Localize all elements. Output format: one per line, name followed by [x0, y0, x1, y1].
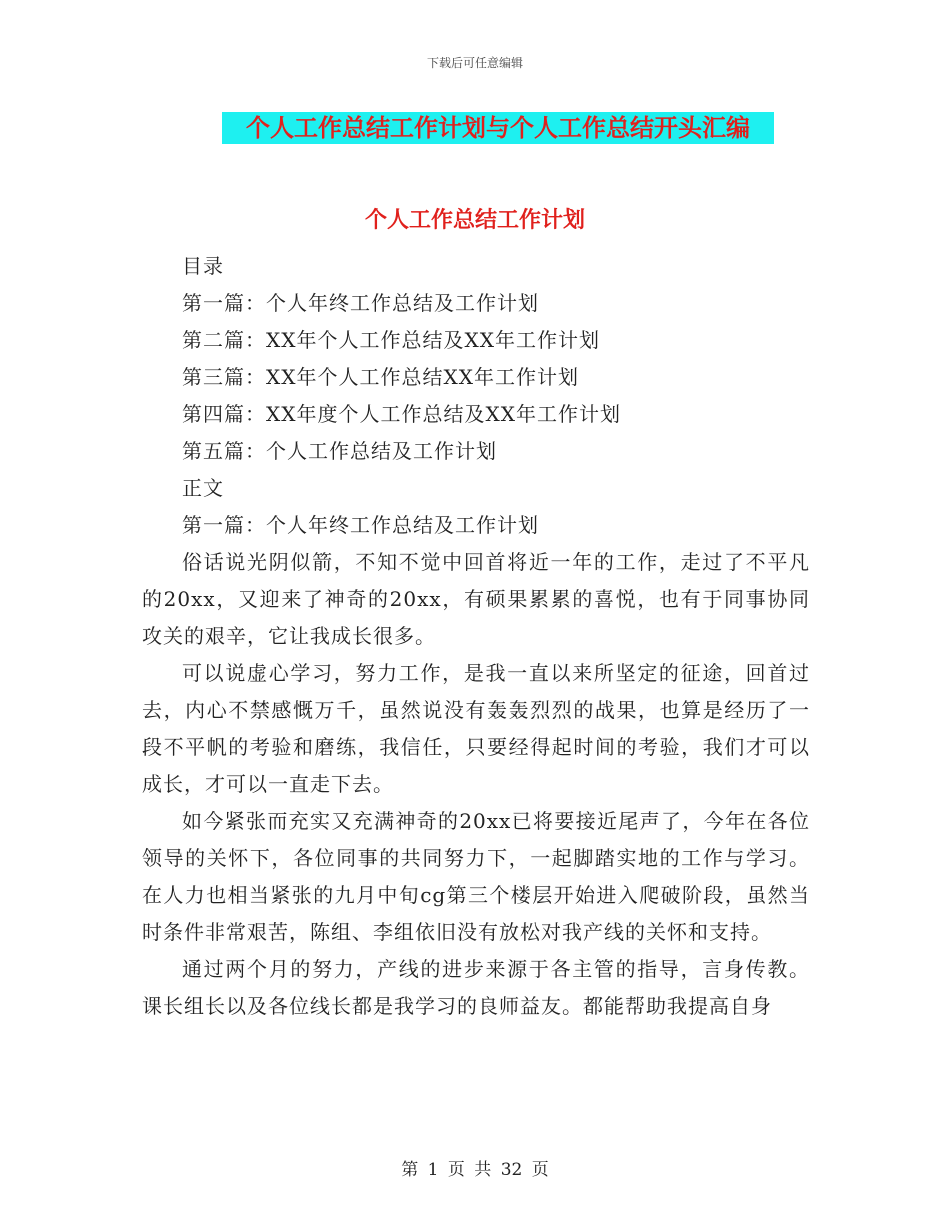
- body-paragraph: 如今紧张而充实又充满神奇的20xx已将要接近尾声了，今年在各位领导的关怀下，各位同事的共同努力下，一起脚踏实地的工作与学习。在人力也相当紧张的九月中旬cg第三个楼层开始进入爬破阶段，虽然当时条件非常艰苦，陈组、李组依旧没有放松对我产线的关怀和支持。: [142, 809, 810, 944]
- chapter-heading: 第一篇：个人年终工作总结及工作计划: [182, 513, 539, 537]
- page-header-note: 下载后可任意编辑: [426, 56, 523, 70]
- toc-heading: 目录: [182, 254, 224, 278]
- toc-item: 第四篇：XX年度个人工作总结及XX年工作计划: [182, 402, 621, 426]
- toc-item: 第三篇：XX年个人工作总结XX年工作计划: [182, 365, 579, 389]
- toc-item: 第一篇：个人年终工作总结及工作计划: [182, 291, 539, 315]
- document-main-title: 个人工作总结工作计划与个人工作总结开头汇编: [222, 112, 774, 144]
- document-body: [142, 248, 810, 1025]
- body-heading: 正文: [182, 476, 224, 500]
- body-paragraph: 俗话说光阴似箭，不知不觉中回首将近一年的工作，走过了不平凡的20xx，又迎来了神奇的20xx，有硕果累累的喜悦，也有于同事协同攻关的艰辛，它让我成长很多。: [142, 550, 810, 648]
- body-paragraph: 可以说虚心学习，努力工作，是我一直以来所坚定的征途，回首过去，内心不禁感慨万千，虽然说没有轰轰烈烈的战果，也算是经历了一段不平帆的考验和磨练，我信任，只要经得起时间的考验，我们才可以成长，才可以一直走下去。: [142, 661, 810, 796]
- section-title: 个人工作总结工作计划: [364, 208, 585, 233]
- toc-item: 第二篇：XX年个人工作总结及XX年工作计划: [182, 328, 600, 352]
- body-paragraph: 通过两个月的努力，产线的进步来源于各主管的指导，言身传教。课长组长以及各位线长都是我学习的良师益友。都能帮助我提高自身: [142, 957, 810, 1018]
- page-footer: 第 1 页 共 32 页: [401, 1160, 549, 1180]
- toc-item: 第五篇：个人工作总结及工作计划: [182, 439, 497, 463]
